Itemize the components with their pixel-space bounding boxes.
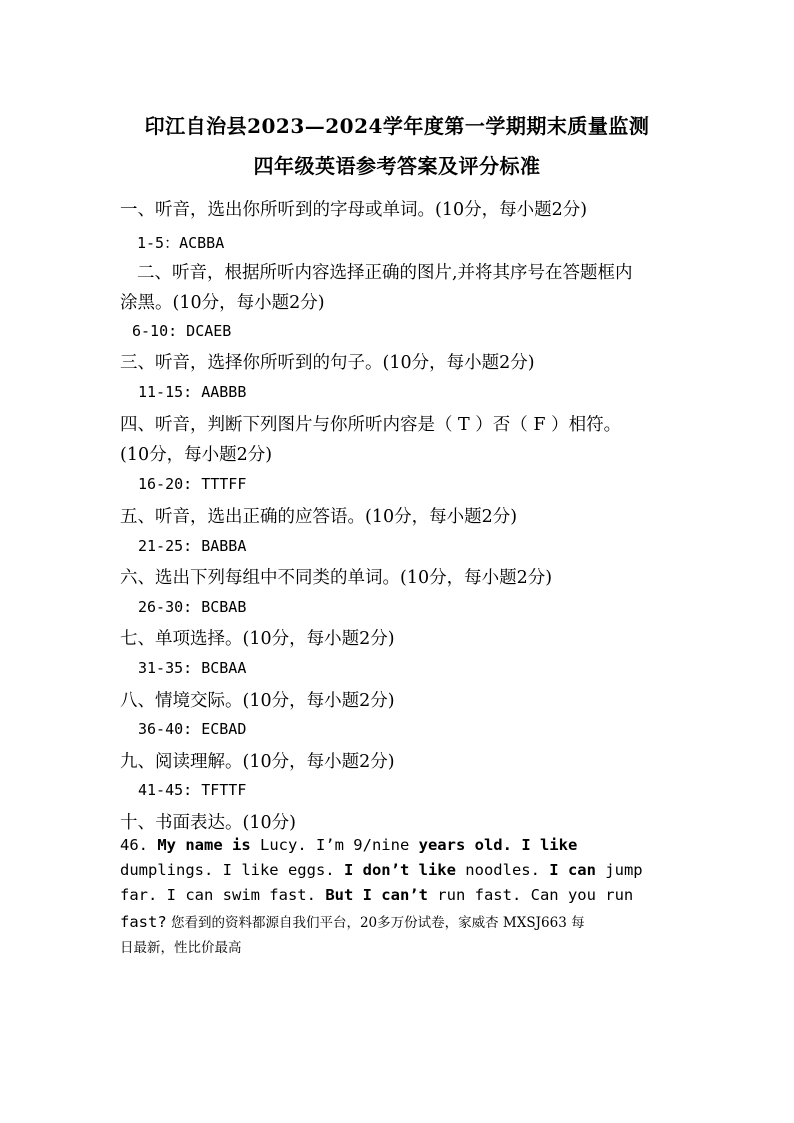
section-9-heading: 九、阅读理解。(10分，每小题2分) — [120, 752, 395, 772]
section-8-answer: 36-40: ECBAD — [138, 720, 247, 738]
section-9-answer: 41-45: TFTTF — [138, 781, 247, 799]
essay-text: far. I can swim fast. — [120, 886, 326, 904]
section-4-answer: 16-20: TTTFF — [138, 475, 247, 493]
essay-keyphrase: I don’t like — [343, 861, 456, 879]
section-1-answer: 1-5：ACBBA — [137, 234, 225, 252]
essay-text — [512, 836, 521, 854]
essay-number: 46. — [120, 836, 158, 854]
essay-line-1 — [120, 836, 577, 854]
section-3-heading: 三、听音，选择你所听到的句子。(10分，每小题2分) — [120, 353, 535, 373]
essay-line-3 — [120, 886, 633, 904]
essay-keyphrase: years old. — [418, 836, 512, 854]
essay-line-4 — [120, 911, 585, 931]
section-8-heading: 八、情境交际。(10分，每小题2分) — [120, 691, 395, 711]
essay-keyphrase: I like — [521, 836, 578, 854]
section-4-heading-line2: (10分，每小题2分) — [120, 445, 273, 465]
section-7-answer: 31-35: BCBAA — [138, 659, 247, 677]
section-3-answer: 11-15: AABBB — [138, 383, 247, 401]
essay-line-2 — [120, 861, 643, 879]
essay-text: run fast. Can you run — [427, 886, 634, 904]
essay-keyphrase: But I can’t — [325, 886, 428, 904]
section-2-heading-line1: 二、听音，根据所听内容选择正确的图片,并将其序号在答题框内 — [137, 263, 633, 283]
section-5-answer: 21-25: BABBA — [138, 537, 247, 555]
section-5-heading: 五、听音，选出正确的应答语。(10分，每小题2分) — [120, 507, 518, 527]
essay-text: fast? — [120, 913, 167, 931]
section-2-answer: 6-10: DCAEB — [132, 322, 232, 340]
section-6-heading: 六、选出下列每组中不同类的单词。(10分，每小题2分) — [120, 568, 553, 588]
section-4-heading-line1: 四、听音，判断下列图片与你所听内容是（ T ）否（ F ）相符。 — [120, 415, 622, 435]
promo-note-line-2: 日最新，性比价最高 — [120, 940, 242, 956]
document-subtitle: 四年级英语参考答案及评分标准 — [253, 154, 541, 178]
essay-text: jump — [595, 861, 643, 879]
essay-keyphrase: My name is — [157, 836, 251, 854]
section-7-heading: 七、单项选择。(10分，每小题2分) — [120, 629, 395, 649]
document-title: 印江自治县2023—2024学年度第一学期期末质量监测 — [144, 114, 650, 138]
essay-text: dumplings. I like eggs. — [120, 861, 344, 879]
section-1-heading: 一、听音，选出你所听到的字母或单词。(10分，每小题2分) — [120, 200, 588, 220]
essay-text: Lucy. I’m 9/nine — [250, 836, 419, 854]
essay-text: noodles. — [455, 861, 550, 879]
essay-keyphrase: I can — [549, 861, 596, 879]
section-2-heading-line2: 涂黑。(10分，每小题2分) — [120, 293, 325, 313]
section-6-answer: 26-30: BCBAB — [138, 598, 247, 616]
section-10-heading: 十、书面表达。(10分) — [120, 813, 296, 833]
promo-note: 您看到的资料都源自我们平台，20多万份试卷，家威杏 MXSJ663 每 — [166, 915, 585, 931]
